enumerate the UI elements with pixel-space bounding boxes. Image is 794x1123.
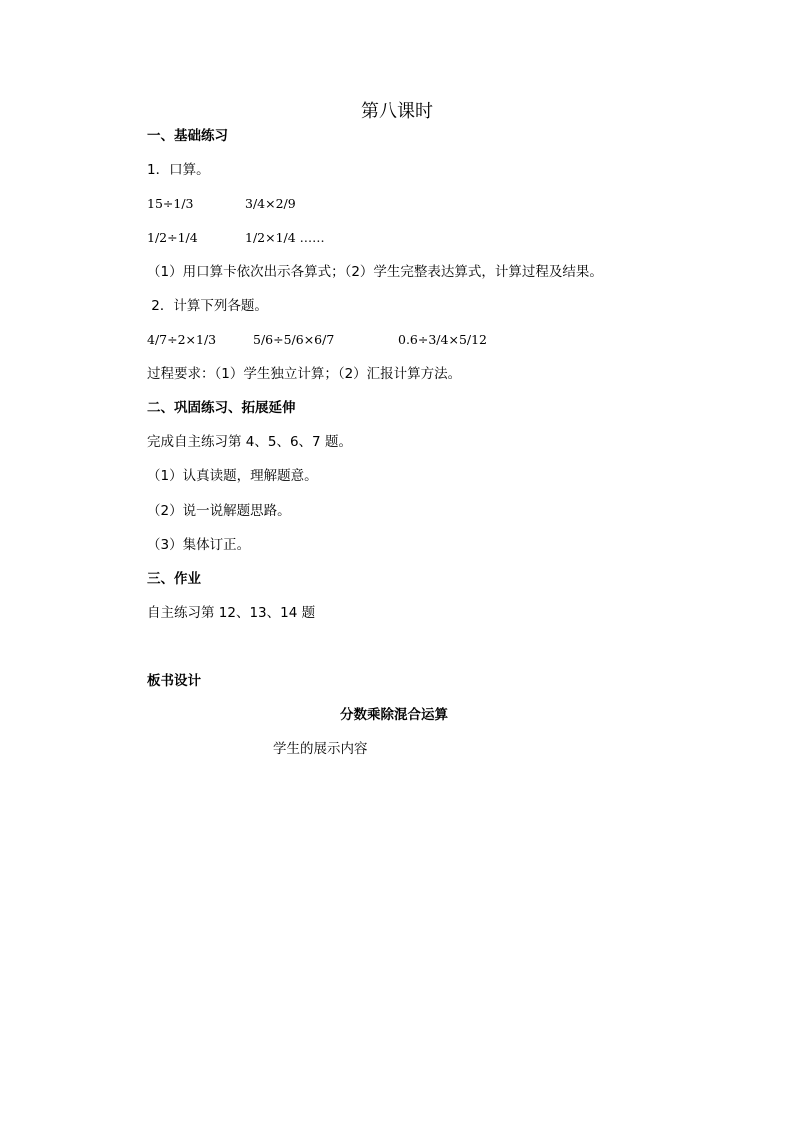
- section-heading-consolidation: 二、巩固练习、拓展延伸: [147, 400, 296, 416]
- oral-calc-expression: 15÷1/3: [147, 196, 194, 211]
- step-item: （1）认真读题，理解题意。: [147, 468, 318, 484]
- section-heading-homework: 三、作业: [147, 571, 201, 587]
- oral-calc-expression: 1/2÷1/4: [147, 230, 198, 245]
- board-content: 学生的展示内容: [273, 741, 368, 757]
- section-heading-basic-practice: 一、基础练习: [147, 128, 228, 144]
- item-calculate-label: 2．计算下列各题。: [147, 298, 268, 314]
- exercise-instruction: 完成自主练习第 4、5、6、7 题。: [147, 434, 352, 450]
- board-subtitle: 分数乘除混合运算: [340, 707, 448, 723]
- page-title: 第八课时: [361, 101, 433, 122]
- homework-text: 自主练习第 12、13、14 题: [147, 605, 316, 621]
- board-design-heading: 板书设计: [147, 673, 201, 689]
- oral-calc-expression: 1/2×1/4 ……: [245, 230, 325, 245]
- calc-expression: 4/7÷2×1/3: [147, 332, 217, 347]
- oral-calc-expression: 3/4×2/9: [245, 196, 296, 211]
- calc-expression: 0.6÷3/4×5/12: [398, 332, 488, 347]
- process-description: （1）用口算卡依次出示各算式；（2）学生完整表达算式，计算过程及结果。: [147, 264, 603, 280]
- item-oral-calculation-label: 1．口算。: [147, 162, 210, 178]
- calc-expression: 5/6÷5/6×6/7: [253, 332, 335, 347]
- step-item: （3）集体订正。: [147, 537, 251, 553]
- step-item: （2）说一说解题思路。: [147, 503, 291, 519]
- process-requirements: 过程要求：（1）学生独立计算；（2）汇报计算方法。: [147, 366, 462, 382]
